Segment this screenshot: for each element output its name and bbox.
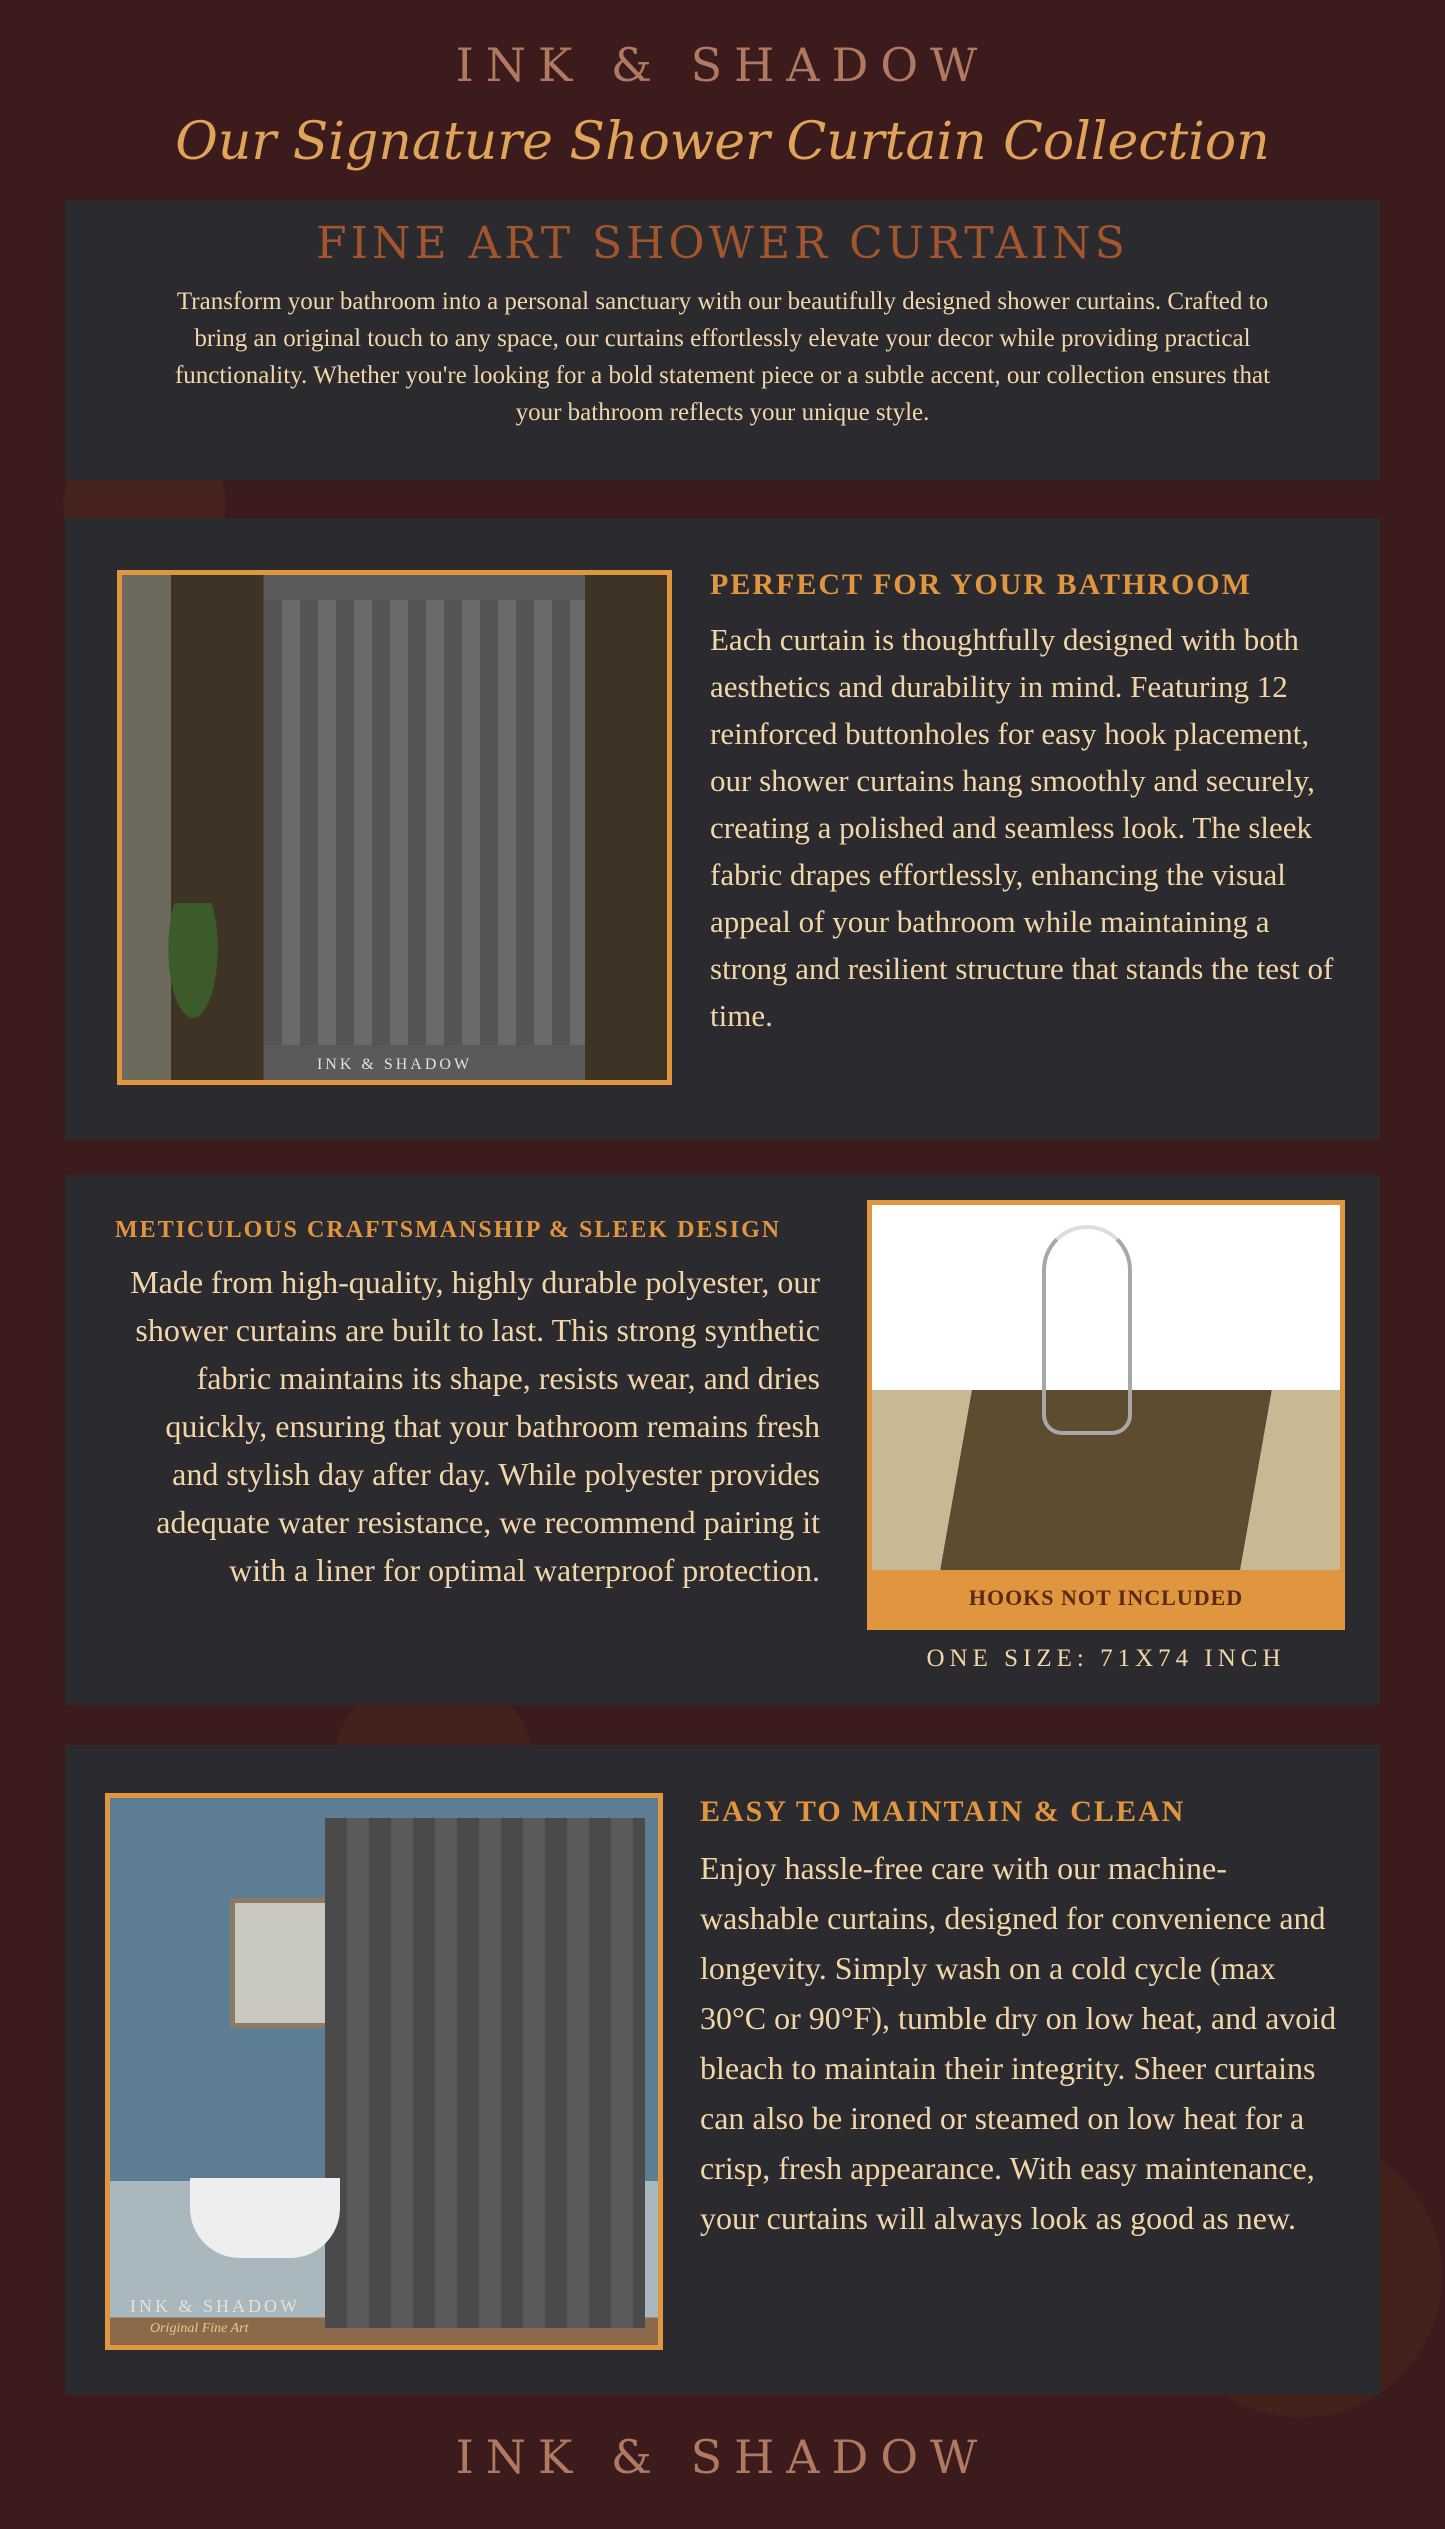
plant-shape xyxy=(155,903,231,1055)
intro-text: Transform your bathroom into a personal sanctuary with our beautifully designed shower curtains. Crafted to bring an original touch to any space, our curtains effortlessly elevate your decor while providing practical functionality. Whether you're looking for a bold statement piece or a subtle accent, our collection ensures that your bathroom reflects your unique style. xyxy=(174,288,1271,426)
hook-image xyxy=(867,1200,1345,1630)
bathroom-curtain-image xyxy=(117,570,672,1085)
image-watermark: INK & SHADOW xyxy=(130,2296,300,2316)
brand-header: INK & SHADOW xyxy=(455,38,990,92)
curtain-shape xyxy=(325,1818,645,2328)
collection-subtitle: Our Signature Shower Curtain Collection xyxy=(175,112,1270,172)
image-watermark: INK & SHADOW xyxy=(316,1056,473,1073)
section-maintenance xyxy=(65,1745,1380,2395)
section-text: Enjoy hassle-free care with our machine-washable curtains, designed for convenience and longevity. Simply wash on a cold cycle (max 30°C or 90°F), tumble dry on low heat, and avoid bleach to maintain their integrity. Sheer curtains can also be ironed or steamed on low heat for a crisp, fresh appearance. With easy maintenance, your curtains will always look as good as new. xyxy=(700,1850,1337,2236)
section-text: Made from high-quality, highly durable polyester, our shower curtains are built to last. This strong synthetic fabric maintains its shape, resists wear, and dries quickly, ensuring that your bathroom remains fresh and stylish day after day. While polyester provides adequate water resistance, we recommend pairing it with a liner for optimal waterproof protection. xyxy=(130,1264,820,1588)
bathtub-shape xyxy=(190,2178,340,2258)
section-title: EASY TO MAINTAIN & CLEAN xyxy=(700,1795,1186,1828)
maintenance-curtain-image xyxy=(105,1793,663,2350)
section-craftsmanship xyxy=(65,1175,1380,1705)
intro-title: FINE ART SHOWER CURTAINS xyxy=(316,218,1129,269)
hook-shape xyxy=(1042,1225,1132,1435)
section-bathroom xyxy=(65,518,1380,1140)
section-title: PERFECT FOR YOUR BATHROOM xyxy=(710,568,1252,601)
intro-panel xyxy=(65,200,1380,480)
size-label: ONE SIZE: 71X74 INCH xyxy=(926,1645,1286,1672)
curtain-shape xyxy=(264,600,586,1044)
brand-footer: INK & SHADOW xyxy=(455,2430,990,2484)
wall-art xyxy=(230,1898,330,2028)
section-text: Each curtain is thoughtfully designed with both aesthetics and durability in mind. Featuring 12 reinforced buttonholes for easy hook placement, our shower curtains hang smoothly and securely, creating a polished and seamless look. The sleek fabric drapes effortlessly, enhancing the visual appeal of your bathroom while maintaining a strong and resilient structure that stands the test of time. xyxy=(710,622,1334,1033)
hooks-banner: HOOKS NOT INCLUDED xyxy=(968,1585,1244,1610)
image-watermark-sub: Original Fine Art xyxy=(150,2321,249,2336)
section-title: METICULOUS CRAFTSMANSHIP & SLEEK DESIGN xyxy=(115,1217,782,1243)
